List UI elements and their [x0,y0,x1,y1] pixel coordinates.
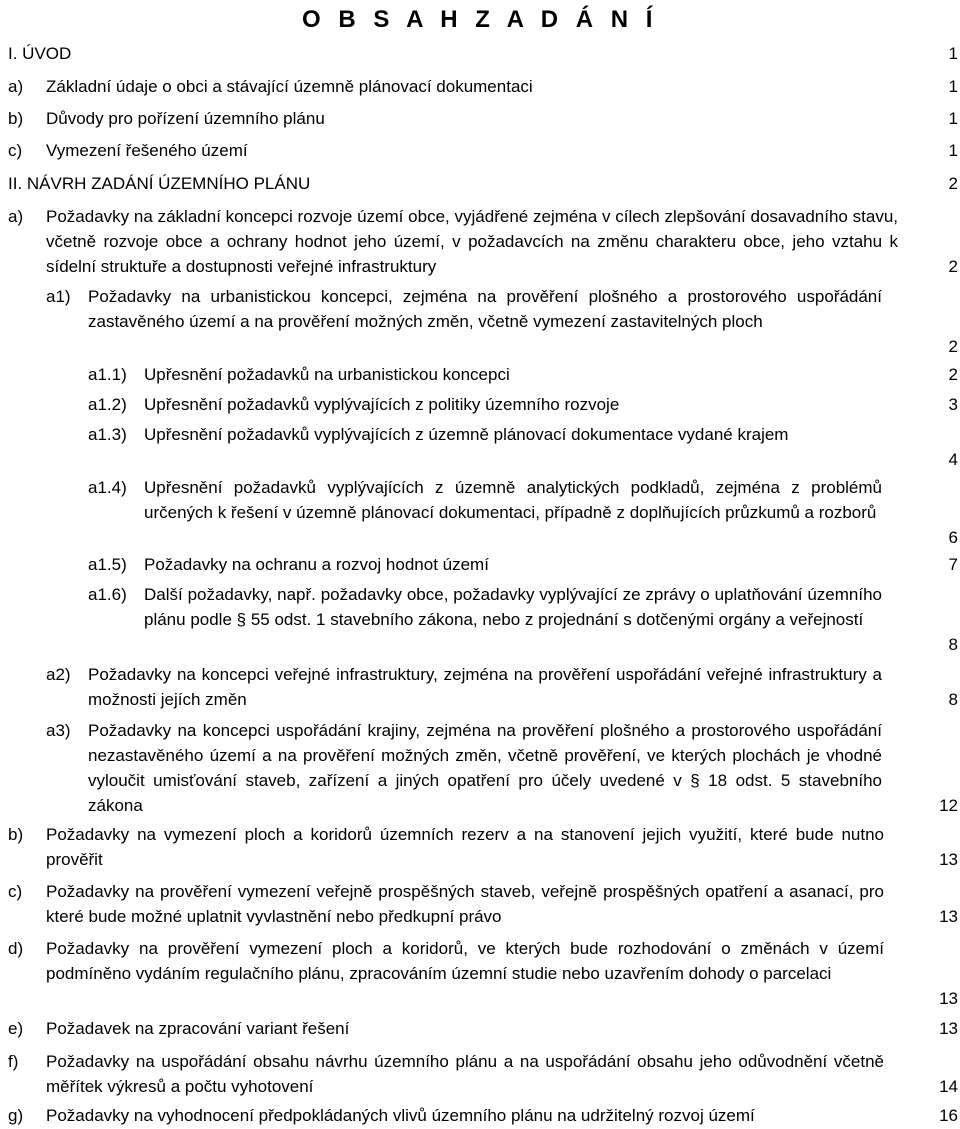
toc-page-number: 2 [948,337,958,356]
toc-entry [0,718,960,818]
toc-entry-text: Upřesnění požadavků na urbanistickou koncepci [144,365,510,384]
toc-entry [0,392,960,417]
toc-section-heading [0,171,960,196]
toc-page-number: 6 [948,528,958,547]
toc-entry-number: g) [8,1106,24,1125]
toc-entry-text: Požadavky na urbanistickou koncepci, zejména na prověření plošného a prostorového uspořádání zastavěného území a na prověření možných změn, včetně vymezení zastavitelných ploch [88,287,882,331]
toc-page-number: 13 [939,989,958,1008]
toc-entry-number: a) [8,207,24,226]
toc-entry-text: Požadavky na prověření vymezení veřejně prospěšných staveb, veřejně prospěšných opatření a asanací, pro které bude možné uplatnit vyvlastnění nebo předkupní právo [46,882,884,926]
toc-entry-text: Další požadavky, např. požadavky obce, požadavky vyplývající ze zprávy o uplatňování územního plánu podle § 55 odst. 1 stavebního zákona, nebo z projednání s dotčenými orgány a veřejností [144,585,882,629]
toc-entry-number: a3) [46,721,71,740]
toc-entry [0,204,960,279]
toc-entry-number: b) [8,109,24,128]
toc-entry-text: Požadavky na vymezení ploch a koridorů územních rezerv a na stanovení jejich využití, které bude nutno prověřit [46,825,884,869]
toc-entry [0,879,960,929]
toc-page-number: 1 [948,77,958,96]
toc-page-number: 3 [948,395,958,414]
toc-page-number: 1 [948,109,958,128]
toc-entry-number: c) [8,882,23,901]
toc-entry [0,74,960,99]
toc-entry-text: Upřesnění požadavků vyplývajících z politiky územního rozvoje [144,395,620,414]
toc-entry-text: Požadavky na koncepci veřejné infrastruktury, zejména na prověření uspořádání veřejné infrastruktury a možnosti jejích změn [88,665,882,709]
toc-page-number: 7 [948,555,958,574]
toc-heading-label: II. NÁVRH ZADÁNÍ ÚZEMNÍHO PLÁNU [8,174,311,193]
toc-page-number: 8 [948,690,958,709]
toc-entry [0,822,960,872]
toc-entry [0,552,960,577]
toc-entry-number: a1.1) [88,365,127,384]
toc-page-number: 1 [948,44,958,63]
toc-entry-text: Požadavky na základní koncepci rozvoje území obce, vyjádřené zejména v cílech zlepšování dosavadního stavu, včetně rozvoje obce a ochrany hodnot jeho území, v požadavcích na změnu charakteru obce, jeho vztahu k sídelní struktuře a dostupnosti veřejné infrastruktury [46,207,898,276]
toc-page-number: 2 [948,365,958,384]
toc-entry [0,475,960,550]
toc-page-number: 13 [939,1019,958,1038]
toc-entry-text: Požadavky na uspořádání obsahu návrhu územního plánu a na uspořádání obsahu jeho odůvodnění včetně měřítek výkresů a počtu vyhotovení [46,1052,884,1096]
toc-entry [0,106,960,131]
toc-page-number: 4 [948,450,958,469]
toc-entry [0,582,960,657]
toc-heading-label: I. ÚVOD [8,44,72,63]
toc-entry-number: a1) [46,287,71,306]
toc-entry-text: Požadavky na koncepci uspořádání krajiny, zejména na prověření plošného a prostorového uspořádání nezastavěného území a na prověření možných změn, včetně prověření, ve kterých plochách je vhodné vyloučit umisťování staveb, zařízení a jiných opatření pro účely uvedené v § 18 odst. 5 stavebního zákona [88,721,882,815]
toc-entry-number: a2) [46,665,71,684]
toc-entry-number: a) [8,77,24,96]
toc-entry-number: a1.2) [88,395,127,414]
toc-entry-number: e) [8,1019,24,1038]
toc-entry-text: Požadavek na zpracování variant řešení [46,1019,350,1038]
toc-entry-number: a1.6) [88,585,127,604]
toc-entry-text: Požadavky na ochranu a rozvoj hodnot území [144,555,489,574]
toc-page-number: 2 [948,257,958,276]
toc-entry [0,138,960,163]
toc-page-number: 12 [939,796,958,815]
toc-entry [0,936,960,1011]
toc-entry [0,284,960,359]
toc-page-number: 8 [948,635,958,654]
toc-section-heading [0,41,960,66]
toc-entry-text: Upřesnění požadavků vyplývajících z územně analytických podkladů, zejména z problémů určených k řešení v územně plánovací dokumentaci, případně z doplňujících průzkumů a rozborů [144,478,882,522]
toc-page-number: 13 [939,907,958,926]
toc-entry-text: Důvody pro pořízení územního plánu [46,109,325,128]
toc-entry-text: Upřesnění požadavků vyplývajících z územně plánovací dokumentace vydané krajem [144,425,789,444]
toc-entry [0,1049,960,1099]
toc-entry-number: f) [8,1052,19,1071]
toc-entry [0,422,960,472]
toc-entry-number: d) [8,939,24,958]
toc-page-number: 2 [948,174,958,193]
toc-entry [0,662,960,712]
toc-page-number: 16 [939,1106,958,1125]
toc-entry-text: Základní údaje o obci a stávající územně plánovací dokumentaci [46,77,533,96]
toc-entry [0,1103,960,1128]
toc-entry-number: a1.3) [88,425,127,444]
toc-page-number: 14 [939,1077,958,1096]
toc-entry-number: a1.4) [88,478,127,497]
toc-entry-text: Vymezení řešeného území [46,141,248,160]
page-title: O B S A H Z A D Á N Í [302,6,658,33]
toc-entry [0,362,960,387]
toc-entry-number: a1.5) [88,555,127,574]
toc-entry-text: Požadavky na prověření vymezení ploch a koridorů, ve kterých bude rozhodování o změnách v území podmíněno vydáním regulačního plánu, zpracováním územní studie nebo uzavřením dohody o parcelaci [46,939,884,983]
toc-entry-text: Požadavky na vyhodnocení předpokládaných vlivů územního plánu na udržitelný rozvoj území [46,1106,755,1125]
toc-entry-number: b) [8,825,24,844]
toc-page-number: 1 [948,141,958,160]
toc-page-number: 13 [939,850,958,869]
toc-entry-number: c) [8,141,23,160]
toc-entry [0,1016,960,1041]
